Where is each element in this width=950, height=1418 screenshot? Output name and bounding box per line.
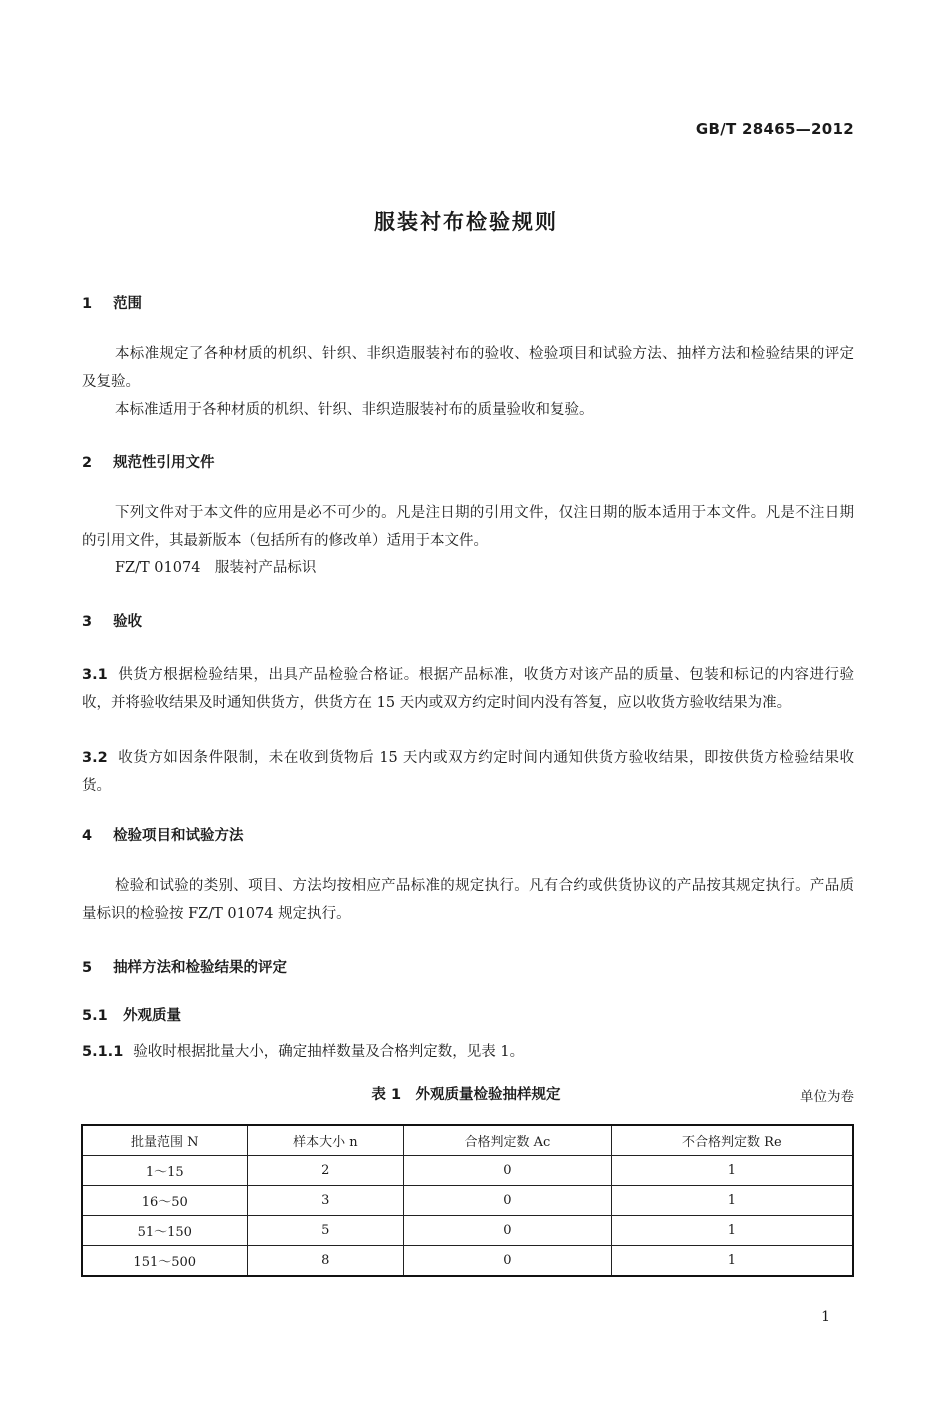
normative-reference: FZ/T 01074 服装衬产品标识 xyxy=(115,560,317,576)
table-cell: 1 xyxy=(611,1156,853,1186)
table-cell: 1～15 xyxy=(82,1156,247,1186)
table-cell: 2 xyxy=(247,1156,404,1186)
section-title: 范围 xyxy=(113,296,143,312)
section-number: 4 xyxy=(82,828,93,844)
table-cell: 0 xyxy=(404,1246,612,1277)
subsection-number: 5.1 xyxy=(82,1008,108,1024)
column-header-rejection-number: 不合格判定数 Re xyxy=(611,1125,853,1156)
table-cell: 5 xyxy=(247,1216,404,1246)
clause-number: 3.1 xyxy=(82,667,108,683)
section-3-heading xyxy=(82,610,142,631)
section-number: 5 xyxy=(82,960,93,976)
clause-3-2 xyxy=(82,744,854,800)
table-caption: 表 1 外观质量检验抽样规定 xyxy=(371,1087,561,1103)
table-row xyxy=(82,1216,853,1246)
column-header-sample-size: 样本大小 n xyxy=(247,1125,404,1156)
clause-5-1-1 xyxy=(82,1038,854,1066)
section-title: 规范性引用文件 xyxy=(113,455,215,471)
table-cell: 8 xyxy=(247,1246,404,1277)
section-title: 验收 xyxy=(113,614,143,630)
section-number: 3 xyxy=(82,614,93,630)
table-row xyxy=(82,1186,853,1216)
section-1-paragraph-2: 本标准适用于各种材质的机织、针织、非织造服装衬布的质量验收和复验。 xyxy=(115,402,594,418)
clause-number: 5.1.1 xyxy=(82,1044,124,1060)
document-title: 服装衬布检验规则 xyxy=(374,210,558,234)
table-cell: 1 xyxy=(611,1216,853,1246)
column-header-lot-size: 批量范围 N xyxy=(82,1125,247,1156)
section-number: 2 xyxy=(82,455,93,471)
table-cell: 16～50 xyxy=(82,1186,247,1216)
clause-text: 供货方根据检验结果，出具产品检验合格证。根据产品标准，收货方对该产品的质量、包装和标记的内容进行验收，并将验收结果及时通知供货方，供货方在 15 天内或双方约定时间内没有答复，应以收货方验收结果为准。 xyxy=(82,667,854,711)
table-cell: 51～150 xyxy=(82,1216,247,1246)
section-1-heading xyxy=(82,292,142,313)
section-2-heading xyxy=(82,451,215,472)
sampling-table xyxy=(81,1124,854,1277)
table-cell: 151～500 xyxy=(82,1246,247,1277)
table-cell: 1 xyxy=(611,1246,853,1277)
section-4-paragraph-1: 检验和试验的类别、项目、方法均按相应产品标准的规定执行。凡有合约或供货协议的产品按其规定执行。产品质量标识的检验按 FZ/T 01074 规定执行。 xyxy=(82,878,854,922)
page-number: 1 xyxy=(821,1309,830,1325)
clause-text: 验收时根据批量大小，确定抽样数量及合格判定数，见表 1。 xyxy=(133,1044,525,1060)
subsection-title: 外观质量 xyxy=(123,1008,182,1024)
clause-text: 收货方如因条件限制，未在收到货物后 15 天内或双方约定时间内通知供货方验收结果，即按供货方检验结果收货。 xyxy=(82,750,854,794)
column-header-acceptance-number: 合格判定数 Ac xyxy=(404,1125,612,1156)
clause-3-1 xyxy=(82,661,854,717)
section-1-paragraph-1: 本标准规定了各种材质的机织、针织、非织造服装衬布的验收、检验项目和试验方法、抽样方法和检验结果的评定及复验。 xyxy=(82,346,854,390)
standard-code: GB/T 28465—2012 xyxy=(695,120,854,138)
subsection-5-1-heading xyxy=(82,1004,181,1025)
clause-number: 3.2 xyxy=(82,750,108,766)
section-5-heading xyxy=(82,956,287,977)
table-cell: 1 xyxy=(611,1186,853,1216)
table-cell: 0 xyxy=(404,1216,612,1246)
table-unit: 单位为卷 xyxy=(800,1089,854,1105)
section-4-heading xyxy=(82,824,244,845)
table-cell: 0 xyxy=(404,1186,612,1216)
table-cell: 3 xyxy=(247,1186,404,1216)
table-row xyxy=(82,1156,853,1186)
table-row xyxy=(82,1246,853,1277)
table-cell: 0 xyxy=(404,1156,612,1186)
section-title: 抽样方法和检验结果的评定 xyxy=(113,960,288,976)
section-2-paragraph-1: 下列文件对于本文件的应用是必不可少的。凡是注日期的引用文件，仅注日期的版本适用于本文件。凡是不注日期的引用文件，其最新版本（包括所有的修改单）适用于本文件。 xyxy=(82,505,854,549)
section-number: 1 xyxy=(82,296,93,312)
table-header-row xyxy=(82,1125,853,1156)
section-title: 检验项目和试验方法 xyxy=(113,828,244,844)
